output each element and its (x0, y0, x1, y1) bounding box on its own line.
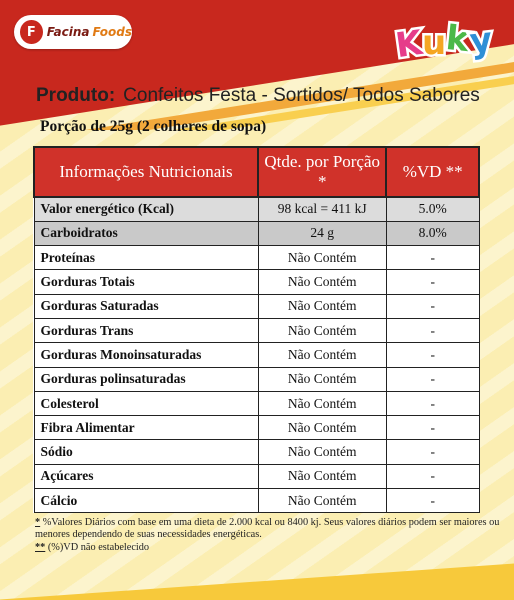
nutrient-quantity: Não Contém (258, 246, 386, 270)
nutrient-name: Gorduras Monoinsaturadas (34, 343, 258, 367)
nutrient-name: Fibra Alimentar (34, 416, 258, 440)
table-row (34, 221, 479, 245)
nutrient-name: Gorduras polinsaturadas (34, 367, 258, 391)
table-header-row (34, 147, 479, 197)
nutrient-name: Proteínas (34, 246, 258, 270)
nutrient-daily-value: - (386, 343, 479, 367)
nutrient-name: Sódio (34, 440, 258, 464)
brand-logo-mark: F (20, 20, 43, 44)
product-brand-logo (392, 6, 500, 76)
table-row (34, 367, 479, 391)
table-row (34, 318, 479, 342)
product-label: Produto: (36, 85, 116, 106)
svg-text:k: k (444, 18, 471, 61)
nutrient-daily-value: 8.0% (386, 221, 479, 245)
nutrient-name: Açúcares (34, 464, 258, 488)
nutrient-quantity: Não Contém (258, 294, 386, 318)
footnote-not-established (35, 542, 505, 554)
nutrient-quantity: Não Contém (258, 270, 386, 294)
footnote-text-2: (%)VD não estabelecido (45, 542, 150, 553)
table-row (34, 391, 479, 415)
nutrient-daily-value: - (386, 464, 479, 488)
footnote-marker-2: ** (35, 542, 46, 553)
nutrient-name: Gorduras Totais (34, 270, 258, 294)
nutrient-quantity: Não Contém (258, 343, 386, 367)
table-row (34, 440, 479, 464)
nutrient-daily-value: - (386, 318, 479, 342)
nutrient-name: Cálcio (34, 489, 258, 513)
nutrient-name: Colesterol (34, 391, 258, 415)
nutrient-quantity: 98 kcal = 411 kJ (258, 197, 386, 221)
nutrient-daily-value: 5.0% (386, 197, 479, 221)
brand-name-part2: Foods (92, 25, 132, 39)
nutrient-daily-value: - (386, 294, 479, 318)
nutrient-quantity: Não Contém (258, 416, 386, 440)
bottom-decorative-band (0, 560, 514, 600)
table-row (34, 270, 479, 294)
brand-logo (14, 15, 132, 49)
nutrient-daily-value: - (386, 270, 479, 294)
nutrient-name: Carboidratos (34, 221, 258, 245)
brand-name-part1: Facina (46, 25, 90, 39)
svg-text:K: K (393, 22, 425, 67)
nutrient-daily-value: - (386, 367, 479, 391)
nutrient-quantity: Não Contém (258, 391, 386, 415)
footnote-marker-1: * (35, 517, 41, 528)
svg-text:y: y (467, 19, 495, 62)
nutrient-daily-value: - (386, 246, 479, 270)
table-row (34, 197, 479, 221)
portion-size: Porção de 25g (2 colheres de sopa) (40, 118, 267, 135)
nutrient-name: Valor energético (Kcal) (34, 197, 258, 221)
nutrition-table (33, 146, 480, 513)
nutrient-daily-value: - (386, 391, 479, 415)
nutrient-name: Gorduras Trans (34, 318, 258, 342)
footnote-text-1: %Valores Diários com base em uma dieta de 2.000 kcal ou 8400 kj. Seus valores diários podem ser maiores ou menores dependendo de suas necessidades energéticas. (35, 517, 500, 540)
table-row (34, 489, 479, 513)
nutrient-quantity: Não Contém (258, 440, 386, 464)
nutrient-quantity: Não Contém (258, 464, 386, 488)
header-daily-value: %VD ** (386, 147, 479, 197)
table-row (34, 246, 479, 270)
nutrient-daily-value: - (386, 440, 479, 464)
svg-text:u: u (422, 23, 447, 63)
nutrient-daily-value: - (386, 416, 479, 440)
product-name: Confeitos Festa - Sortidos/ Todos Sabores (123, 85, 480, 106)
header-quantity: Qtde. por Porção * (258, 147, 386, 197)
product-line (36, 85, 480, 107)
table-row (34, 416, 479, 440)
table-row (34, 294, 479, 318)
footnotes (35, 517, 505, 556)
header-nutrition-info: Informações Nutricionais (34, 147, 258, 197)
nutrient-quantity: 24 g (258, 221, 386, 245)
footnote-daily-values (35, 517, 505, 540)
nutrient-quantity: Não Contém (258, 367, 386, 391)
nutrient-quantity: Não Contém (258, 489, 386, 513)
table-row (34, 464, 479, 488)
nutrient-daily-value: - (386, 489, 479, 513)
table-row (34, 343, 479, 367)
nutrient-name: Gorduras Saturadas (34, 294, 258, 318)
nutrient-quantity: Não Contém (258, 318, 386, 342)
